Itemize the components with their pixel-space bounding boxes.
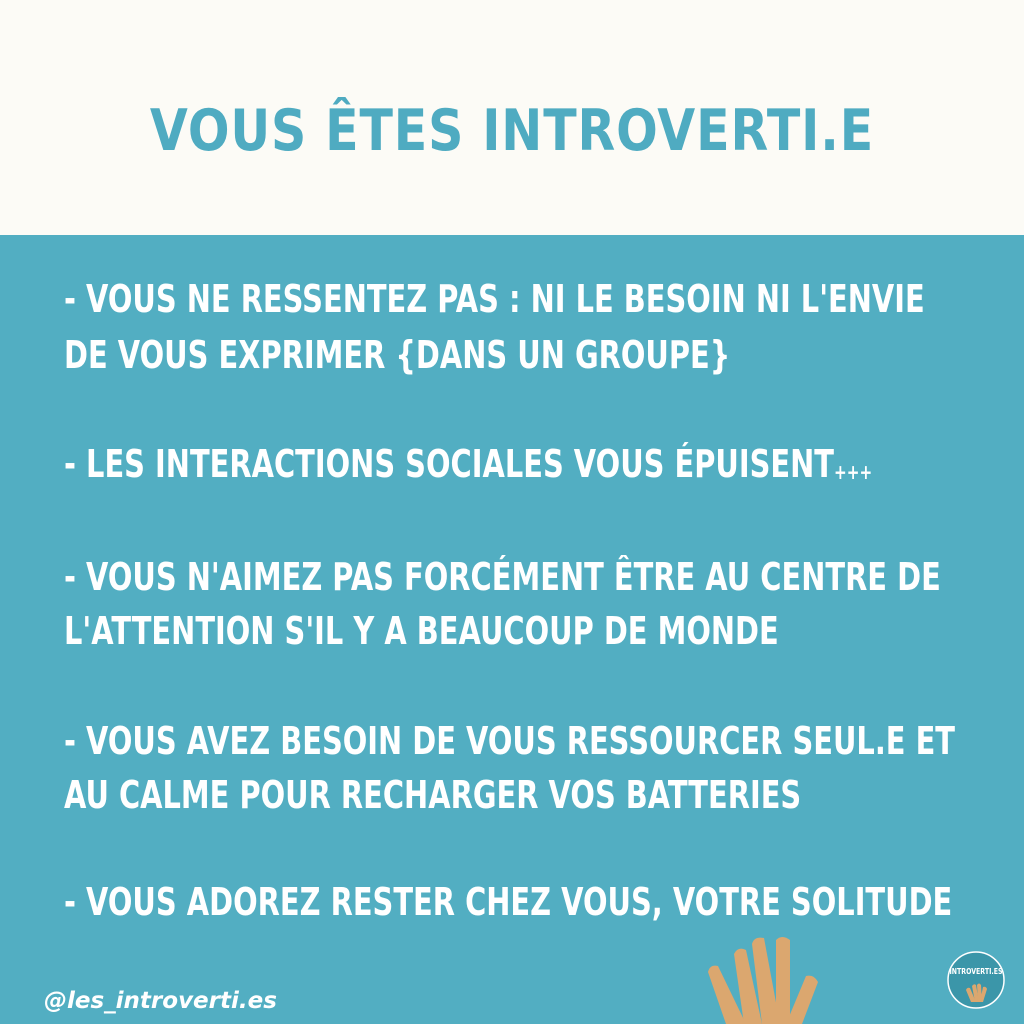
statement-suffix: +++ [833, 460, 873, 484]
statement-line: - VOUS ADOREZ RESTER CHEZ VOUS, VOTRE SOLITUDE [64, 880, 953, 924]
header-band [0, 0, 1024, 235]
statement-text: - LES INTERACTIONS SOCIALES VOUS ÉPUISENT [64, 442, 834, 486]
brand-logo [946, 950, 1006, 1010]
social-handle: @les_introverti.es [44, 988, 277, 1014]
page-title: VOUS ÊTES INTROVERTI.E [149, 98, 875, 164]
logo-text: INTROVERTI.ES [949, 967, 1003, 976]
statement-line: DE VOUS EXPRIMER {DANS UN GROUPE} [64, 333, 731, 377]
statement-line: - VOUS AVEZ BESOIN DE VOUS RESSOURCER SEUL.E ET [64, 719, 956, 763]
statement-line: - VOUS N'AIMEZ PAS FORCÉMENT ÊTRE AU CENTRE DE [64, 555, 941, 599]
statement-line: - VOUS NE RESSENTEZ PAS : NI LE BESOIN NI L'ENVIE [64, 277, 925, 321]
statement-line: L'ATTENTION S'IL Y A BEAUCOUP DE MONDE [64, 609, 779, 653]
raised-hand-icon [690, 930, 840, 1024]
statement-line: AU CALME POUR RECHARGER VOS BATTERIES [64, 773, 802, 817]
logo-icon [946, 950, 1006, 1010]
statement-line [64, 440, 872, 496]
